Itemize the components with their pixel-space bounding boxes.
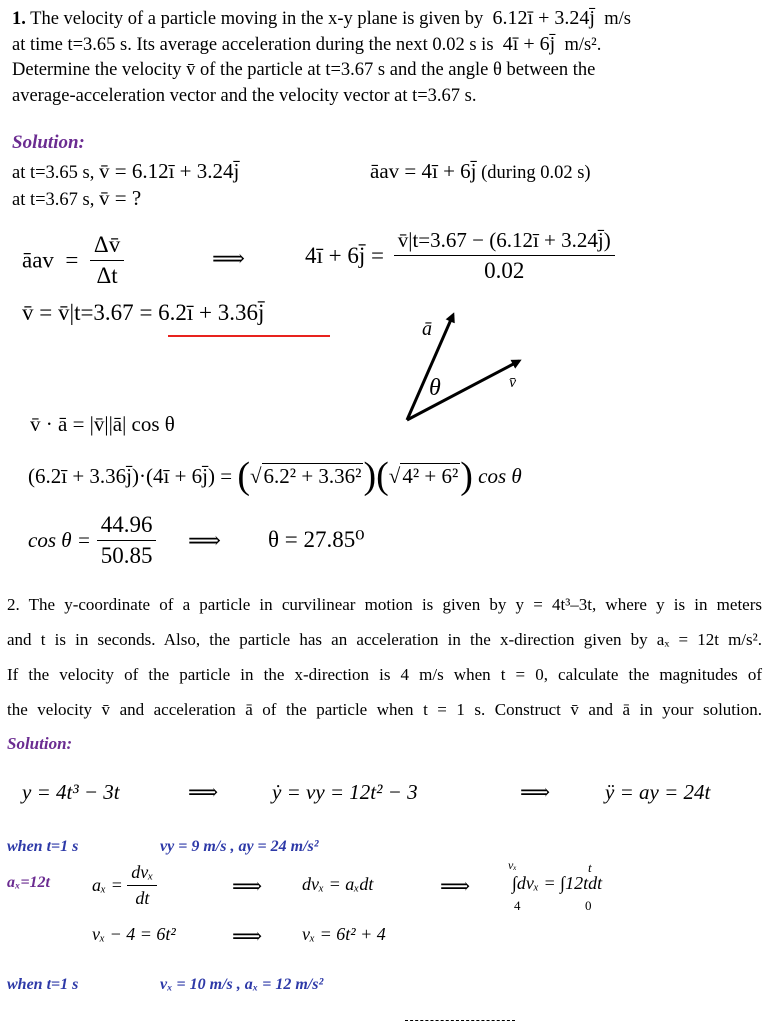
p1-given-2-note: (during 0.02 s) — [481, 163, 591, 183]
p1-implies-1: ⟹ — [212, 246, 245, 271]
p1-number: 1. — [12, 9, 26, 29]
p2-vy-ay: vy = 9 m/s , ay = 24 m/s² — [160, 838, 319, 855]
p2-ax-label: aₓ=12t — [7, 874, 50, 891]
p2-implies-3: ⟹ — [232, 874, 263, 898]
p2-ax-numerator: dvₓ — [131, 862, 154, 882]
p1-line1-unit: m/s — [604, 9, 631, 29]
p1-average-accel-equation — [305, 228, 615, 284]
diagram-theta-label: θ — [429, 375, 441, 401]
p1-cos-numerator: 44.96 — [100, 512, 153, 537]
p2-int-upper-2: t — [588, 860, 592, 875]
p1-line1 — [12, 5, 631, 32]
p1-eq-lhs: 4ī + 6j̄ = — [305, 243, 384, 268]
p1-aav-lhs: āav — [22, 247, 54, 273]
p2-line2: and t is in seconds. Also, the particle has an acceleration in the x-direction given by aₓ = 12t m/s². — [7, 630, 762, 649]
p2-line1: 2. The y-coordinate of a particle in curvilinear motion is given by y = 4t³–3t, where y is in meters — [7, 595, 762, 614]
p1-line1-text: The velocity of a particle moving in the x-y plane is given by — [30, 9, 484, 29]
p1-given-1 — [12, 158, 239, 186]
p2-eq-y: y = 4t³ − 3t — [22, 780, 120, 804]
p2-eq-yddot: ÿ = ay = 24t — [605, 780, 711, 804]
p1-eq-num-a: v̄|t=3.67 — [397, 228, 467, 252]
p2-implies-1: ⟹ — [188, 780, 219, 804]
diagram-v-label: v̄ — [509, 374, 517, 391]
p1-initial-velocity: 6.12ī + 3.24j̄ — [492, 7, 595, 29]
p1-cos-lhs: cos θ = — [28, 528, 91, 552]
p2-eq-ydot: ẏ = vy = 12t² − 3 — [272, 780, 418, 804]
p1-cos-denominator: 50.85 — [97, 540, 157, 569]
p1-dot-left: (6.2ī + 3.36j̄)·(4ī + 6j̄) = — [28, 464, 233, 488]
p2-vx-eq-2: vₓ = 6t² + 4 — [302, 924, 386, 944]
p1-velocity-result-value: = 6.2ī + 3.36j̄ — [139, 300, 265, 325]
p1-velocity-result-lhs: v̄ = v̄|t=3.67 — [22, 300, 134, 325]
p1-given-3-math: v̄ = ? — [99, 186, 142, 210]
p1-avg-accel: 4ī + 6j̄ — [502, 33, 556, 55]
p1-line2-text: at time t=3.65 s. Its average acceleration during the next 0.02 s is — [12, 35, 494, 55]
p2-ax-fraction — [92, 862, 157, 909]
p1-velocity-result — [22, 300, 264, 326]
p1-solution-label: Solution: — [12, 132, 85, 153]
p1-eq-denominator: 0.02 — [394, 255, 615, 284]
p2-vx-ax: vₓ = 10 m/s , aₓ = 12 m/s² — [160, 976, 324, 993]
p1-given-1-prefix: at t=3.65 s, — [12, 163, 95, 183]
p1-aav-numerator: Δv̄ — [93, 232, 121, 257]
p1-dot-product-numeric: (6.2ī + 3.36j̄)·(4ī + 6j̄) = (√6.2² + 3.36²)(√4² + 6²) cos θ — [28, 455, 522, 497]
p1-result-underline — [168, 335, 330, 337]
p2-dvx: dvₓ = aₓdt — [302, 874, 374, 894]
p1-theta-result: θ = 27.85⁰ — [268, 527, 365, 552]
p2-int-lower-2: 0 — [585, 898, 592, 913]
p1-given-1-math: v̄ = 6.12ī + 3.24j̄ — [99, 159, 240, 183]
p2-integral-expr: ∫dvₓ = ∫12tdt — [512, 873, 603, 893]
p1-cos-word: cos θ — [478, 464, 522, 488]
p2-implies-5: ⟹ — [232, 924, 263, 948]
p1-dot-product-definition: v̄ · ā = |v̄||ā| cos θ — [30, 412, 175, 436]
p2-when-label-1: when t=1 s — [7, 838, 79, 855]
p2-vx-eq-1: vₓ − 4 = 6t² — [92, 924, 176, 944]
p2-partial-arrow — [405, 1020, 515, 1021]
p2-line4: the velocity v̄ and acceleration ā of the particle when t = 1 s. Construct v̄ and ā in your solution. — [7, 700, 762, 719]
p1-line4: average-acceleration vector and the velocity vector at t=3.67 s. — [12, 86, 477, 106]
p2-when-label-2: when t=1 s — [7, 976, 79, 993]
diagram-a-label: ā — [422, 318, 432, 340]
p1-line2 — [12, 31, 601, 58]
p1-sqrt-a: 4² + 6² — [402, 464, 459, 488]
p1-sqrt-v: 6.2² + 3.36² — [263, 464, 362, 488]
p1-eq-num-b: − (6.12ī + 3.24j̄) — [472, 228, 611, 252]
p2-solution-label: Solution: — [7, 734, 73, 753]
p1-given-3 — [12, 185, 141, 213]
p1-cos-fraction — [28, 512, 156, 569]
p2-ax-denominator: dt — [127, 885, 157, 909]
p1-given-2-math: āav = 4ī + 6j̄ — [370, 159, 477, 183]
p2-line3: If the velocity of the particle in the x-direction is 4 m/s when t = 0, calculate the magnitudes of — [7, 665, 762, 684]
p1-aav-denominator: Δt — [90, 260, 124, 289]
p1-aav-definition: āav = $\frac{\Delta v̄}{\Delta t}$ — [22, 232, 124, 289]
p1-line2-unit: m/s². — [564, 35, 602, 55]
p2-implies-4: ⟹ — [440, 874, 471, 898]
velocity-vector-arrow — [407, 361, 519, 420]
p2-ax-lhs: aₓ = — [92, 875, 123, 895]
p1-vector-diagram — [395, 305, 535, 430]
p2-int-lower-1: 4 — [514, 898, 521, 913]
p1-line3: Determine the velocity v̄ of the particle at t=3.67 s and the angle θ between the — [12, 60, 596, 80]
p2-implies-2: ⟹ — [520, 780, 551, 804]
p1-given-2 — [370, 158, 591, 186]
p2-int-upper-1: vₓ — [508, 858, 517, 872]
p1-implies-2: ⟹ — [188, 528, 221, 553]
p1-given-3-prefix: at t=3.67 s, — [12, 190, 95, 210]
